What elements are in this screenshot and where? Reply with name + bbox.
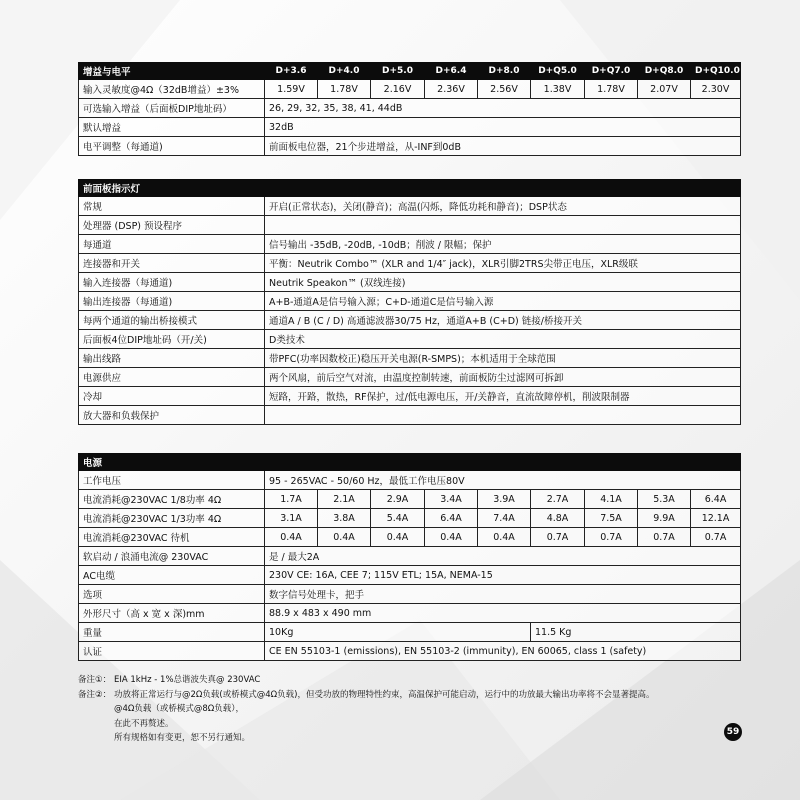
- row-label: 每两个通道的输出桥接模式: [79, 311, 265, 330]
- row-label: AC电缆: [79, 566, 265, 585]
- cell-value: 6.4A: [691, 490, 741, 509]
- row-label: 输出连接器（每通道): [79, 292, 265, 311]
- cell-value: 5.4A: [371, 509, 425, 528]
- row-label: 输出线路: [79, 349, 265, 368]
- table-row: [79, 254, 741, 273]
- row-label: 外形尺寸（高 x 宽 x 深)mm: [79, 604, 265, 623]
- footnote-text: EIA 1kHz - 1%总谐波失真@ 230VAC: [114, 675, 261, 685]
- table-row: [79, 99, 741, 118]
- row-value: 95 - 265VAC - 50/60 Hz，最低工作电压80V: [265, 471, 741, 490]
- row-value: A+B-通道A是信号输入源；C+D-通道C是信号输入源: [265, 292, 741, 311]
- footnote-marker: 备注①：: [78, 675, 112, 685]
- front-header-row: [79, 180, 741, 197]
- table-row: [79, 642, 741, 661]
- footnote-line: @4Ω负载（或桥模式@8Ω负载），: [114, 704, 245, 714]
- row-label: 电源供应: [79, 368, 265, 387]
- cell-value: 2.56V: [478, 80, 531, 99]
- cell-value: 0.4A: [478, 528, 531, 547]
- gain-section-title: 增益与电平: [79, 63, 265, 80]
- row-value: 平衡：Neutrik Combo™ (XLR and 1/4″ jack)，XLR引脚2TRS尖带正电压，XLR级联: [265, 254, 741, 273]
- row-label: 重量: [79, 623, 265, 642]
- cell-value: 2.07V: [638, 80, 691, 99]
- cell-value: 3.4A: [425, 490, 478, 509]
- model-header: D+8.0: [478, 63, 531, 80]
- row-label: 软启动 / 浪涌电流@ 230VAC: [79, 547, 265, 566]
- cell-value: 2.30V: [691, 80, 741, 99]
- row-label: 电流消耗@230VAC 待机: [79, 528, 265, 547]
- cell-value: 5.3A: [638, 490, 691, 509]
- cell-value: 0.4A: [425, 528, 478, 547]
- row-label: 电流消耗@230VAC 1/3功率 4Ω: [79, 509, 265, 528]
- table-row: [79, 292, 741, 311]
- cell-value: 2.16V: [371, 80, 425, 99]
- row-label: 电流消耗@230VAC 1/8功率 4Ω: [79, 490, 265, 509]
- table-row: [79, 406, 741, 425]
- table-row: [79, 349, 741, 368]
- table-row: [79, 330, 741, 349]
- table-row: [79, 547, 741, 566]
- cell-value: 7.5A: [585, 509, 638, 528]
- row-label: 冷却: [79, 387, 265, 406]
- row-value: 26, 29, 32, 35, 38, 41, 44dB: [265, 99, 741, 118]
- cell-value: 1.7A: [265, 490, 318, 509]
- footnote-line: 在此不再赘述。: [114, 718, 174, 729]
- cell-value: 0.4A: [371, 528, 425, 547]
- model-header: D+5.0: [371, 63, 425, 80]
- model-header: D+4.0: [318, 63, 371, 80]
- page-number: 59: [724, 723, 742, 741]
- row-value: D类技术: [265, 330, 741, 349]
- row-value: 带PFC(功率因数校正)稳压开关电源(R-SMPS)；本机适用于全球范围: [265, 349, 741, 368]
- front-section-title: 前面板指示灯: [79, 180, 741, 197]
- model-header: D+Q7.0: [585, 63, 638, 80]
- cell-value: 4.1A: [585, 490, 638, 509]
- model-header: D+Q10.0: [691, 63, 741, 80]
- row-value: Neutrik Speakon™ (双线连接): [265, 273, 741, 292]
- row-label: 连接器和开关: [79, 254, 265, 273]
- table-row: [79, 387, 741, 406]
- table-row: [79, 623, 741, 642]
- row-value: 32dB: [265, 118, 741, 137]
- table-row: [79, 490, 741, 509]
- footnotes: [78, 673, 758, 746]
- cell-value: 2.1A: [318, 490, 371, 509]
- table-row: [79, 528, 741, 547]
- model-header: D+Q8.0: [638, 63, 691, 80]
- row-label: 处理器 (DSP) 预设程序: [79, 216, 265, 235]
- row-label: 选项: [79, 585, 265, 604]
- footnote: [78, 673, 758, 688]
- power-table: [78, 453, 741, 661]
- model-header: D+6.4: [425, 63, 478, 80]
- table-row: [79, 197, 741, 216]
- cell-value: 1.78V: [585, 80, 638, 99]
- table-row: [79, 509, 741, 528]
- footnote-text: 功放将正常运行与@2Ω负载(或桥模式@4Ω负载)，但受功放的物理特性约束，高温保护可能启动，运行中的功放最大输出功率将不会显著提高。: [114, 689, 655, 700]
- row-value: 11.5 Kg: [531, 623, 741, 642]
- cell-value: 7.4A: [478, 509, 531, 528]
- cell-value: 1.78V: [318, 80, 371, 99]
- table-row: [79, 80, 741, 99]
- gain-header-row: [79, 63, 741, 80]
- row-value: 开启(正常状态)，关闭(静音)；高温(闪烁，降低功耗和静音)；DSP状态: [265, 197, 741, 216]
- cell-value: 2.36V: [425, 80, 478, 99]
- row-label: 工作电压: [79, 471, 265, 490]
- table-row: [79, 118, 741, 137]
- row-value: [265, 406, 741, 425]
- table-row: [79, 216, 741, 235]
- row-label: 放大器和负载保护: [79, 406, 265, 425]
- power-section-title: 电源: [79, 454, 741, 471]
- row-label: 输入连接器（每通道): [79, 273, 265, 292]
- cell-value: 2.9A: [371, 490, 425, 509]
- cell-value: 3.8A: [318, 509, 371, 528]
- model-header: D+3.6: [265, 63, 318, 80]
- row-value: 信号输出 -35dB, -20dB, -10dB；削波 / 限幅；保护: [265, 235, 741, 254]
- row-label: 认证: [79, 642, 265, 661]
- cell-value: 0.7A: [691, 528, 741, 547]
- cell-value: 1.38V: [531, 80, 585, 99]
- row-value: 短路，开路，散热，RF保护，过/低电源电压，开/关静音，直流故障停机，削波限制器: [265, 387, 741, 406]
- cell-value: 3.1A: [265, 509, 318, 528]
- row-value: 230V CE: 16A, CEE 7; 115V ETL; 15A, NEMA-15: [265, 566, 741, 585]
- cell-value: 0.4A: [265, 528, 318, 547]
- row-label: 后面板4位DIP地址码（开/关): [79, 330, 265, 349]
- table-row: [79, 604, 741, 623]
- row-label: 每通道: [79, 235, 265, 254]
- table-row: [79, 566, 741, 585]
- row-label: 输入灵敏度@4Ω（32dB增益）±3%: [79, 80, 265, 99]
- table-row: [79, 137, 741, 156]
- model-header: D+Q5.0: [531, 63, 585, 80]
- cell-value: 2.7A: [531, 490, 585, 509]
- cell-value: 12.1A: [691, 509, 741, 528]
- footnote-line: 所有规格如有变更，恕不另行通知。: [114, 733, 251, 743]
- cell-value: 9.9A: [638, 509, 691, 528]
- power-header-row: [79, 454, 741, 471]
- footnote-marker: 备注②：: [78, 689, 112, 700]
- table-row: [79, 368, 741, 387]
- row-value: 两个风扇，前后空气对流，由温度控制转速，前面板防尘过滤网可拆卸: [265, 368, 741, 387]
- cell-value: 0.7A: [531, 528, 585, 547]
- row-label: 电平调整（每通道): [79, 137, 265, 156]
- row-value: 88.9 x 483 x 490 mm: [265, 604, 741, 623]
- table-row: [79, 585, 741, 604]
- footnote: [78, 688, 758, 703]
- row-label: 默认增益: [79, 118, 265, 137]
- cell-value: 0.4A: [318, 528, 371, 547]
- row-value: 通道A / B (C / D) 高通滤波器30/75 Hz，通道A+B (C+D) 链接/桥接开关: [265, 311, 741, 330]
- row-value: CE EN 55103-1 (emissions), EN 55103-2 (immunity), EN 60065, class 1 (safety): [265, 642, 741, 661]
- row-label: 常规: [79, 197, 265, 216]
- cell-value: 1.59V: [265, 80, 318, 99]
- cell-value: 0.7A: [638, 528, 691, 547]
- row-value: 前面板电位器，21个步进增益，从-INF到0dB: [265, 137, 741, 156]
- table-row: [79, 311, 741, 330]
- cell-value: 3.9A: [478, 490, 531, 509]
- cell-value: 0.7A: [585, 528, 638, 547]
- table-row: [79, 471, 741, 490]
- row-value: 是 / 最大2A: [265, 547, 741, 566]
- row-label: 可选输入增益（后面板DIP地址码）: [79, 99, 265, 118]
- gain-levels-table: [78, 62, 741, 156]
- row-value: 10Kg: [265, 623, 531, 642]
- cell-value: 4.8A: [531, 509, 585, 528]
- row-value: 数字信号处理卡，把手: [265, 585, 741, 604]
- row-value: [265, 216, 741, 235]
- table-row: [79, 235, 741, 254]
- cell-value: 6.4A: [425, 509, 478, 528]
- front-panel-table: [78, 179, 741, 425]
- table-row: [79, 273, 741, 292]
